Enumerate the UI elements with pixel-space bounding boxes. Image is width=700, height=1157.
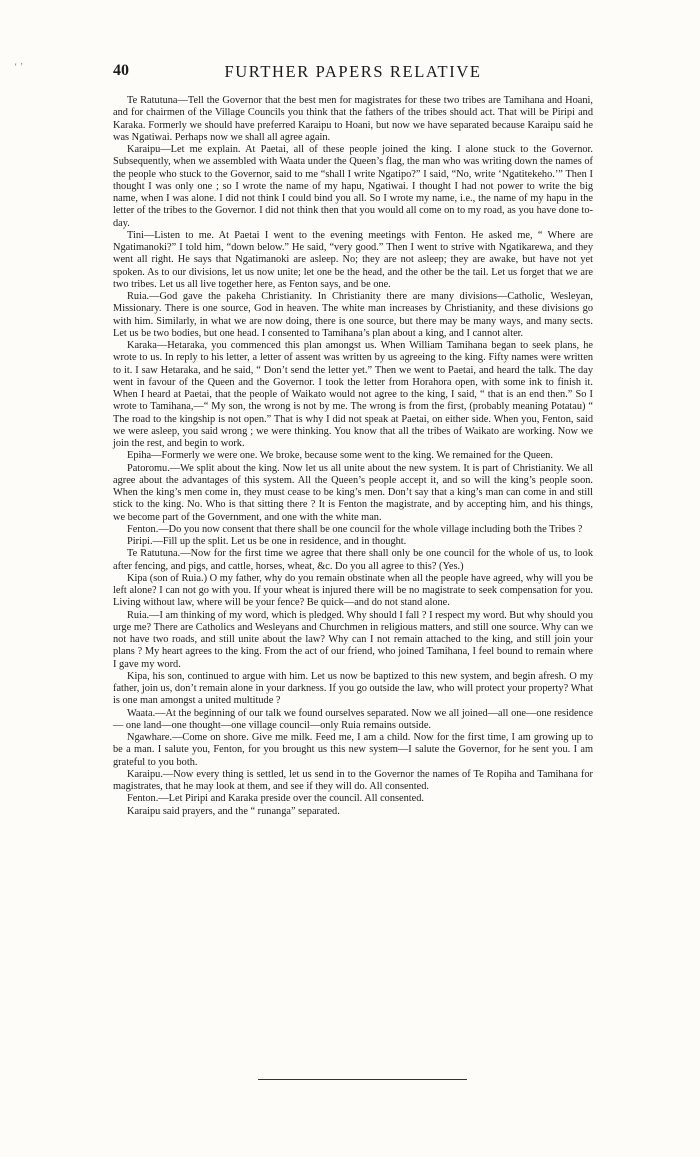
- paragraph: Epiha—Formerly we were one. We broke, because some went to the king. We remained for the Queen.: [127, 450, 553, 462]
- closing-rule: [258, 1079, 467, 1080]
- paragraph: Waata.—At the beginning of our talk we found ourselves separated. Now we all joined—all one—one residence— one land—one thought—one village council—only Ruia remains outside.: [113, 707, 593, 731]
- running-title: FURTHER PAPERS RELATIVE: [224, 62, 482, 81]
- paragraph: Patoromu.—We split about the king. Now let us all unite about the new system. It is part of Christianity. We all agree about the advantages of this system. All the Queen’s people accept it, and so will the king’s people soon. When the king’s men come in, they must cease to be king’s men. Don’t say that a king’s man can come in and still stick to the king. No. Who is that sitting there ? It is Fenton the magistrate, and by accepting him, and his things, we become part of the Government, and one with the white man.: [113, 462, 593, 523]
- page-header: [113, 62, 593, 86]
- paragraph: Tini—Listen to me. At Paetai I went to the evening meetings with Fenton. He asked me, “ Where are Ngatimanoki?” I told him, “down below.” He said, “very good.” Then I went to strive with Ngatikarewa, and they went all right. He says that Ngatimanoki are asleep. No; they are not asleep; they are awake, but have not yet spoken. As to our divisions, let us now unite; let one be the head, and the other be the tail. Let us forget that we are two tribes. Let us all live together here, as Fenton says, and be one.: [113, 229, 593, 290]
- paragraph: Ngawhare.—Come on shore. Give me milk. Feed me, I am a child. Now for the first time, I am growing up to be a man. I salute you, Fenton, for you brought us this new system—I salute the Governor, for he sent you. I am grateful to you both.: [113, 732, 593, 768]
- paragraph: Karaipu.—Now every thing is settled, let us send in to the Governor the names of Te Ropiha and Tamihana for magistrates, that he may look at them, and see if they will do. All consented.: [113, 768, 593, 792]
- paragraph: Kipa (son of Ruia.) O my father, why do you remain obstinate when all the people have agreed, why will you be left alone? I can not go with you. If your wheat is injured there will be no magistrate to seek compensation for you. Living without law, where will be your fence? Be quick—and do not stand alone.: [113, 572, 593, 609]
- paragraph: Ruia.—God gave the pakeha Christianity. In Christianity there are many divisions—Catholic, Wesleyan, Missionary. There is one source, God in heaven. The white man increases by Christianity, and these divisions go with him. Similarly, in what we are now doing, there is one source, but there may be many ways, and many sects. Let us be two bodies, but one head. I consented to Tamihana’s plan about a king, and I cannot alter.: [113, 291, 593, 339]
- paragraph: Te Ratutuna.—Now for the first time we agree that there shall only be one council for the whole of us, to look after fencing, and pigs, and cattle, horses, wheat, &c. Do you all agree to this? (Yes.): [113, 548, 593, 572]
- paragraph: Fenton.—Let Piripi and Karaka preside over the council. All consented.: [127, 793, 425, 805]
- paragraph: Kipa, his son, continued to argue with him. Let us now be baptized to this new system, and begin afresh. O my father, join us, don’t remain alone in your darkness. If you go outside the law, who will protect your property? What is one man amongst a united multitude ?: [113, 670, 593, 707]
- paragraph: Piripi.—Fill up the split. Let us be one in residence, and in thought.: [127, 536, 407, 547]
- paragraph: Ruia.—I am thinking of my word, which is pledged. Why should I fall ? I respect my word. But why should you urge me? There are Catholics and Wesleyans and Churchmen in religious matters, and still one source. Why can we not have two roads, and still unite about the law? Why can I not remain attached to the king, and still join your plans ? My heart agrees to the king. From the act of our friend, who joined Tamihana, I feel bound to remain where I gave my word.: [113, 609, 593, 670]
- paragraph: Karaipu said prayers, and the “ runanga” separated.: [127, 805, 340, 817]
- paragraph: Karaka—Hetaraka, you commenced this plan amongst us. When William Tamihana began to seek plans, he wrote to us. In reply to his letter, a letter of assent was written by us agreeing to the king. Fifty names were written to it. I saw Hetaraka, and he said, “ Don’t send the letter yet.” Then we went to Paetai, and heard the talk. The day went in favour of the Queen and the Governor. I took the letter from Horahora open, with some ink to finish it. When I heard at Paetai, that the people of Waikato would not agree to the king, I said, “ that is an end then.” So I wrote to Tamihana,—“ My son, the wrong is not by me. The wrong is from the first, (probably meaning Potatau) “ The road to the kingship is not open.” That is why I did not speak at Paetai, on either side. When you, Fenton, said we were asleep, you said wrong ; we were thinking. You know that all the tribes of Waikato are working. Now we join the rest, and begin to work.: [113, 340, 593, 449]
- body-text: [113, 95, 593, 818]
- page-number: 40: [113, 62, 129, 79]
- paragraph: Fenton.—Do you now consent that there shall be one council for the whole village including both the Tribes ?: [127, 523, 583, 535]
- paragraph: Karaipu—Let me explain. At Paetai, all of these people joined the king. I alone stuck to the Governor. Subsequently, when we assembled with Waata under the Queen’s flag, the man who was writing down the names of the people who stuck to the Governor, said to me “shall I write Ngatipo?” I said, “No, write ‘Ngatitekeho.’” Then I thought I was only one ; so I wrote the name of my hapu, Ngatiwai. I thought I had not power to write the big name, when I was alone. I did not think I could bind you all. So I wrote my name, i.e., the name of my hapu in the letter of the tribes to the Governor. I did not think then that you would all come on to my road, as you have done to-day.: [113, 144, 593, 229]
- paragraph: Te Ratutuna—Tell the Governor that the best men for magistrates for these two tribes are Tamihana and Hoani, and for chairmen of the Village Councils you think that the fathers of the tribes should act. That will be Piripi and Karaka. Formerly we should have preferred Karaipu to Hoani, but now we have separated because Karaipu said he was Ngatiwai. Perhaps now we shall all agree again.: [113, 95, 593, 143]
- margin-mark: ‘ ’: [14, 62, 24, 73]
